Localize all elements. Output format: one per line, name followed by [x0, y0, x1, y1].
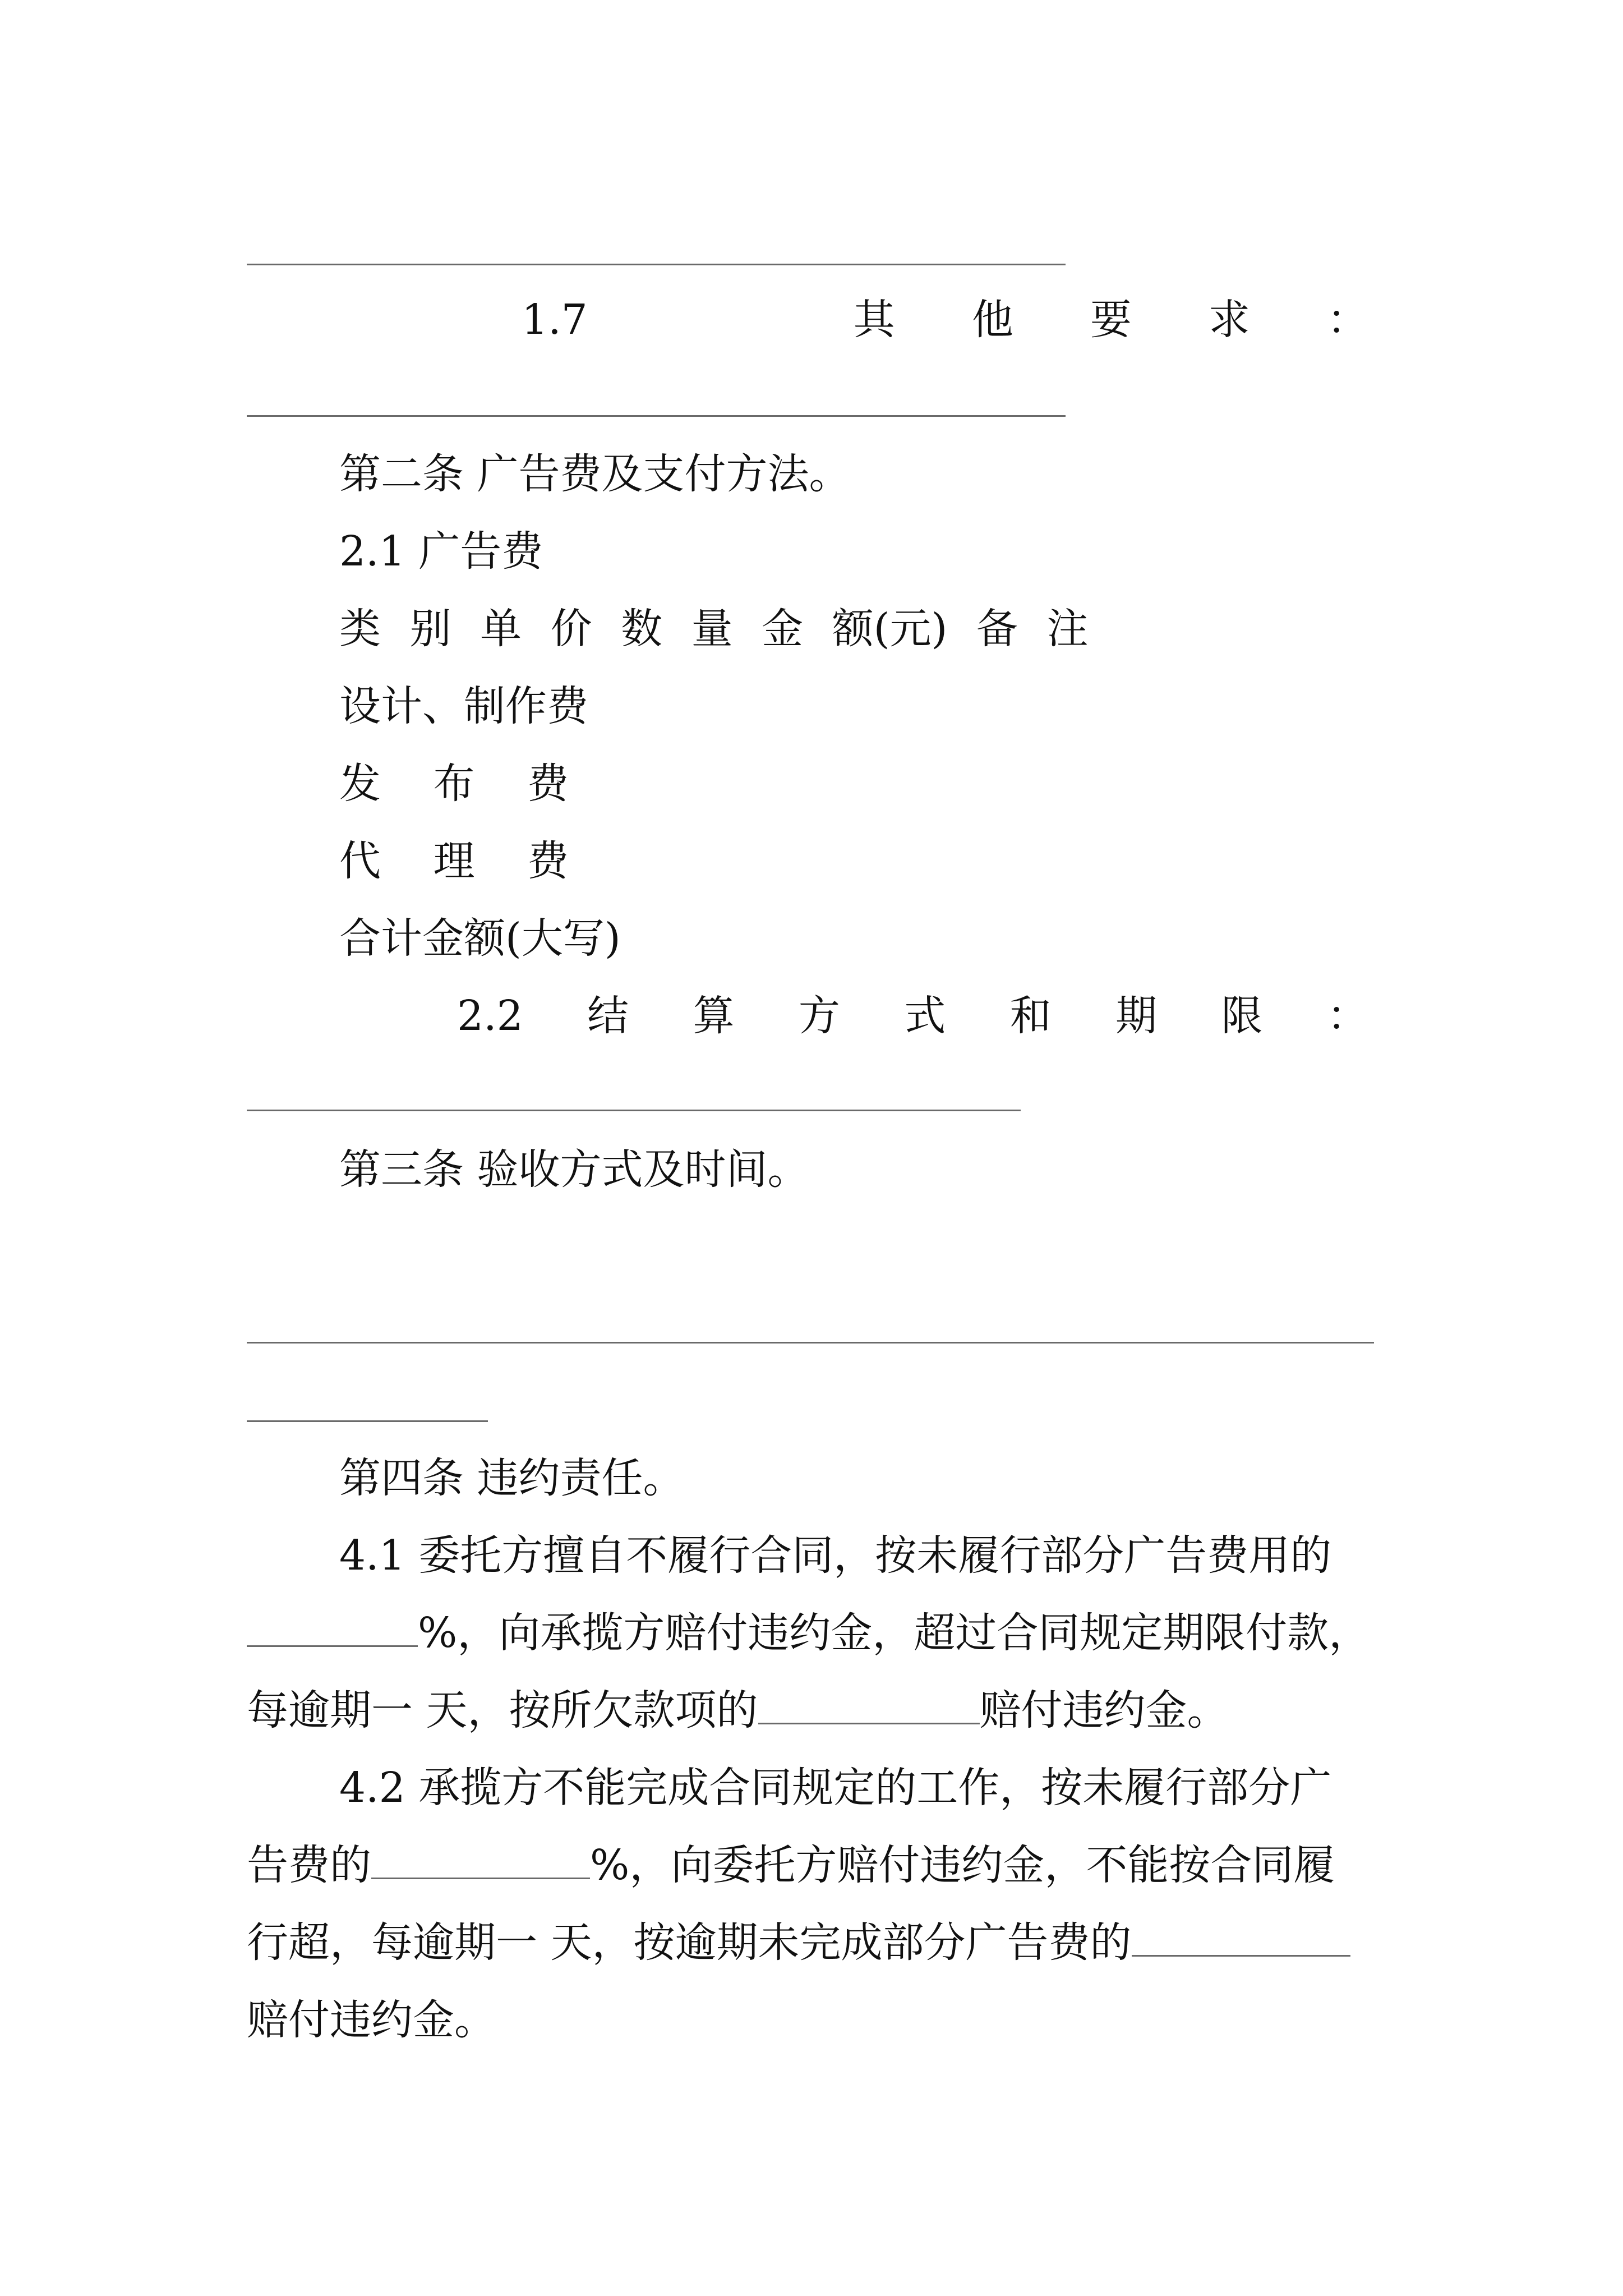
fee-row-agency: 代 理 费	[339, 837, 586, 885]
blank-line	[247, 415, 1066, 417]
fee-table-header: 类 别 单 价 数 量 金 额(元) 备 注	[339, 605, 1089, 653]
article-3-heading: 第三条 验收方式及时间。	[339, 1145, 809, 1194]
char: 和	[1009, 992, 1052, 1040]
colon: ：	[1326, 992, 1368, 1040]
char: 结	[587, 992, 629, 1040]
fee-title: 2.1 广告费	[339, 527, 543, 576]
clause-4-2-line-2: 告费的 %，向委托方赔付违约金，不能按合同履	[247, 1841, 1335, 1889]
blank-line	[247, 264, 1066, 265]
fee-row-design: 设计、制作费	[339, 682, 588, 730]
amount-blank[interactable]	[1132, 1918, 1350, 1957]
section-1-7-line	[522, 295, 1368, 345]
char: 他	[971, 296, 1013, 344]
clause-4-2-line-3: 行超，每逾期一 天，按逾期未完成部分广告费的	[247, 1917, 1350, 1968]
blank-line	[247, 1110, 1021, 1111]
article-4-heading: 第四条 违约责任。	[339, 1454, 685, 1502]
colon: ：	[1326, 296, 1368, 344]
char: 期	[1115, 992, 1158, 1040]
char: 算	[693, 992, 735, 1040]
percent-blank[interactable]	[247, 1608, 418, 1647]
clause-4-1-line-2: %，向承揽方赔付违约金，超过合同规定期限付款，	[247, 1608, 1370, 1658]
fee-row-total: 合计金额(大写)	[339, 914, 621, 963]
clause-4-2-line-1: 4.2 承揽方不能完成合同规定的工作，按未履行部分广	[339, 1764, 1332, 1812]
char: 限	[1221, 992, 1263, 1040]
fee-row-publish: 发 布 费	[339, 760, 586, 808]
percent-blank[interactable]	[371, 1841, 590, 1879]
blank-line	[247, 1342, 1374, 1343]
char: 求	[1208, 296, 1250, 344]
char: 方	[798, 992, 840, 1040]
char: 其	[853, 296, 895, 344]
clause-4-2-line-4: 赔付违约金。	[247, 1996, 496, 2044]
blank-line	[247, 1420, 488, 1422]
amount-blank[interactable]	[758, 1686, 980, 1724]
article-2-heading: 第二条 广告费及支付方法。	[339, 450, 851, 498]
section-number: 1.7	[522, 296, 588, 344]
clause-4-1-line-1: 4.1 委托方擅自不履行合同，按未履行部分广告费用的	[339, 1531, 1332, 1580]
section-2-2-line	[457, 991, 1368, 1041]
clause-4-1-line-3: 每逾期一 天，按所欠款项的 赔付违约金。	[247, 1686, 1229, 1734]
char: 式	[904, 992, 946, 1040]
section-number: 2.2	[457, 992, 523, 1040]
char: 要	[1090, 296, 1132, 344]
